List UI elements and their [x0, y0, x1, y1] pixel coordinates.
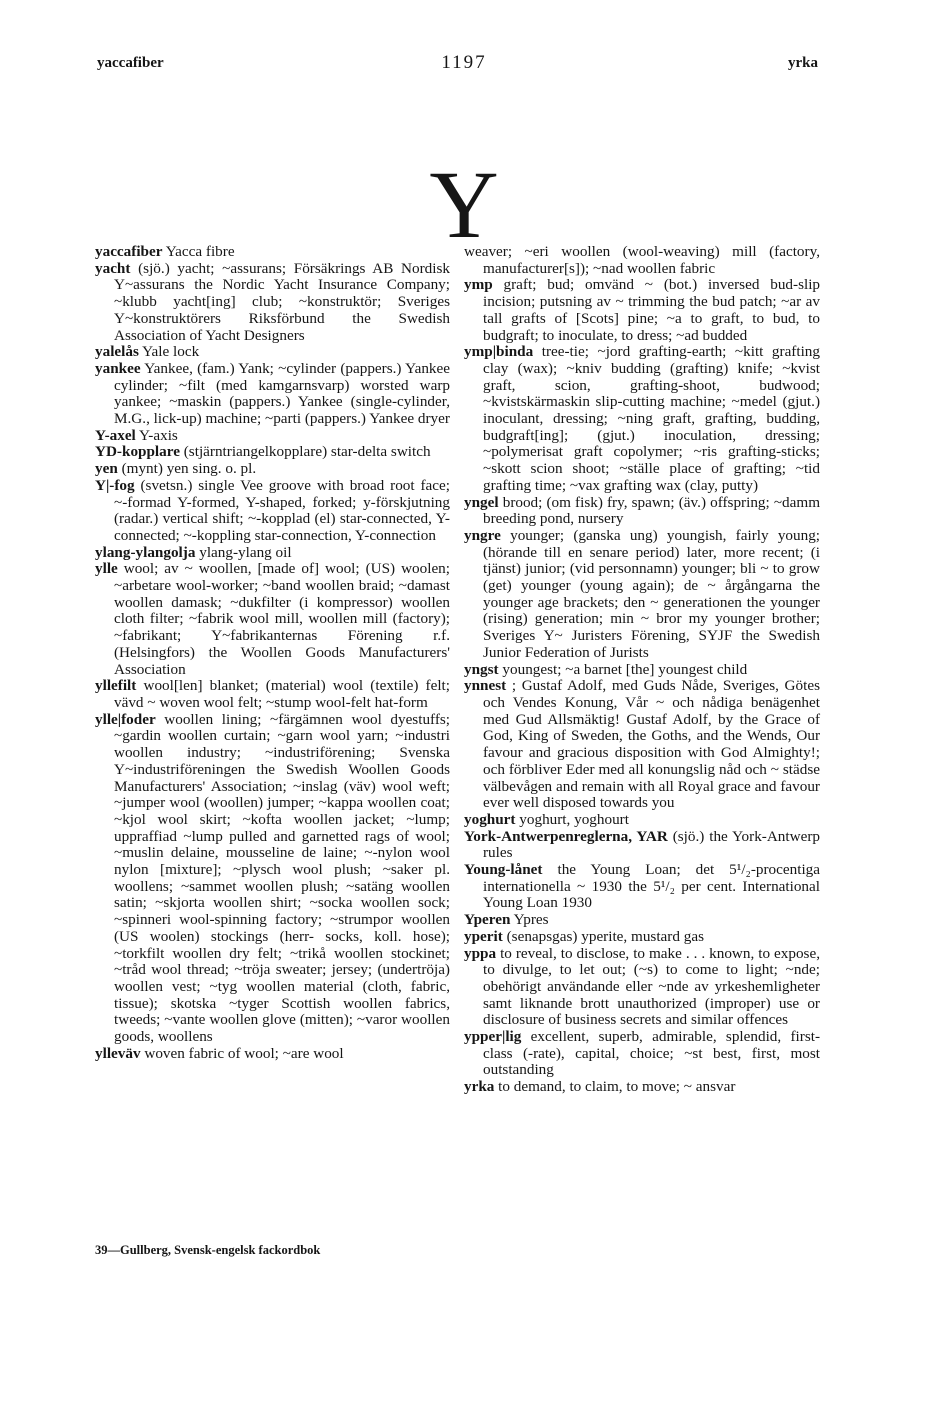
- entry-definition: wool; av ~ woollen, [made of] wool; (US) woolen; ~arbetare wool-worker; ~band woollen braid; ~damast woollen damask; ~dukfilter (i kompressor) woollen cloth filter; ~fabrik wool mill, woollen mill (factory); ~fabrikant; Y~fabrikanternas Förening r.f. (Helsingfors) the Woollen Goods Manufacturers' Association: [114, 560, 450, 678]
- entry-headword: yrka: [464, 1078, 495, 1096]
- dictionary-entry: [95, 1046, 450, 1063]
- entry-definition: woollen lining; ~färgämnen wool dyestuffs; ~gardin woollen curtain; ~garn wool yarn; ~industri woollen industry; ~industriförening; Svenska Y~industriföreningen the Swedish Woollen Goods Manufacturers' Association; ~inslag (väv) wool weft; ~jumper wool (woollen) jumper; ~kappa woollen coat; ~kjol wool skirt; ~kofta woollen jacket; ~lump; uppraffiad ~lump pulled and garnetted rags of wool; ~muslin delaine, mousseline de laine; ~-nylon wool nylon [mixture]; ~plysch wool plush; ~saker pl. woollens; ~sammet woollen plush; ~satäng woollen satin; ~skjorta woollen shirt; ~socka woollen sock; ~spinneri wool-spinning factory; ~strumpor woollen (US woolen) stockings (herr- socks, koll. hose); ~torkfilt woollen dry felt; ~trikå woollen stockinet; ~tråd wool thread; ~tröja sweater; jersey; (undertröja) woollen vest; ~tyg woollen material (cloth, fabric, tissue); skotska ~tyger Scottish woollen fabrics, tweeds; ~vante woollen glove (mitten); ~varor woollen goods, woollens: [114, 710, 451, 1046]
- entry-definition: (svetsn.) single Vee groove with broad root face; ~-formad Y-formed, Y-shaped, forked; y-förskjutning (radar.) vertical shift; ~-kopplad (el) star-connected, Y-connected; ~-koppling star-connection, Y-connection: [114, 476, 450, 544]
- entry-definition: woven fabric of wool; ~are wool: [144, 1044, 344, 1062]
- entry-headword: ynnest: [464, 677, 507, 695]
- dictionary-entry: [464, 662, 820, 679]
- dictionary-entry: [464, 812, 820, 829]
- dictionary-entry: [464, 277, 820, 344]
- entry-definition: tree-tie; ~jord grafting-earth; ~kitt grafting clay (wax); ~kniv budding (grafting) knife; ~kvist graft, scion, grafting-shoot, budwood; ~kvistskärmaskin slip-cutting machine; ~medel (gjut.) inoculant, dressing; ~ning graft, grafting, budding, budgraft[ing]; (gjut.) inoculation, dressing; ~polymerisat graft copolymer; ~ris grafting-sticks; ~skott scion shoot; ~ställe place of grafting; ~tid grafting time; ~vax grafting wax (clay, putty): [483, 343, 820, 494]
- entry-definition: to reveal, to disclose, to make . . . known, to expose, to divulge, to let out; (~s) to come to light; ~nde; obehörigt användande eller ~nde av yrkeshemligheter samt liknande brott unauthorized (improper) use or disclosure of business secrets and similar offences: [483, 944, 821, 1029]
- entry-definition: (stjärntriangelkopplare) star-delta switch: [183, 443, 431, 461]
- entry-headword: yalelås: [95, 343, 139, 361]
- dictionary-entry: [464, 912, 820, 929]
- entry-headword: Y-axel: [95, 426, 136, 444]
- dictionary-entry: [464, 1029, 820, 1079]
- left-column: [95, 244, 450, 1062]
- entry-definition: (sjö.) yacht; ~assurans; Försäkrings AB Nordisk Y~assurans the Nordic Yacht Insurance Company; ~klubb yacht[ing] club; ~konstruktör; Sveriges Y~konstruktörers Riksförbund the Swedish Association of Yacht Designers: [114, 259, 450, 344]
- entry-definition: Y-axis: [139, 426, 178, 444]
- dictionary-entry: [95, 344, 450, 361]
- entry-headword: Young-lånet: [464, 861, 543, 879]
- right-column: [464, 244, 820, 1096]
- dictionary-entry: [464, 495, 820, 528]
- entry-headword: yacht: [95, 259, 131, 277]
- dictionary-entry: [95, 461, 450, 478]
- dictionary-entry: [95, 712, 450, 1046]
- dictionary-entry: [95, 678, 450, 711]
- entry-headword: yaccafiber: [95, 243, 163, 260]
- entry-headword: ymp: [464, 276, 493, 294]
- dictionary-entry: [95, 361, 450, 428]
- entry-definition: (sjö.) the York-Antwerp rules: [483, 827, 820, 862]
- dictionary-entry: [95, 545, 450, 562]
- dictionary-entry: [95, 244, 450, 261]
- entry-definition: the Young Loan; det 5¹/₂-procentiga internationella ~ 1930 the 5¹/₂ per cent. International Young Loan 1930: [483, 861, 820, 912]
- dictionary-entry: [464, 1079, 820, 1096]
- running-head-left: yaccafiber: [97, 55, 164, 71]
- dictionary-entry: [464, 344, 820, 494]
- entry-definition: excellent, superb, admirable, splendid, first-class (-rate), capital, choice; ~st best, first, most outstanding: [483, 1028, 821, 1079]
- entry-headword: YD-kopplare: [95, 443, 180, 461]
- page-number: 1197: [441, 52, 487, 73]
- dictionary-entry: [464, 929, 820, 946]
- entry-headword: ylle: [95, 560, 118, 578]
- footer-signature: 39—Gullberg, Svensk-engelsk fackordbok: [95, 1243, 321, 1257]
- entry-headword: yankee: [95, 359, 141, 377]
- entry-headword: yngel: [464, 493, 499, 511]
- dictionary-entry: [95, 561, 450, 678]
- entry-definition: (senapsgas) yperite, mustard gas: [506, 927, 704, 945]
- entry-definition: youngest; ~a barnet [the] youngest child: [502, 660, 748, 678]
- entry-headword: York-Antwerpenreglerna, YAR: [464, 827, 668, 845]
- entry-headword: yngre: [464, 526, 501, 544]
- entry-definition: brood; (om fisk) fry, spawn; (äv.) offspring; ~damm breeding pond, nursery: [483, 493, 821, 528]
- dictionary-entry: [95, 261, 450, 345]
- entry-headword: yllefilt: [95, 677, 137, 695]
- entry-headword: yppa: [464, 944, 497, 962]
- entry-headword: yperit: [464, 927, 503, 945]
- dictionary-entry: [464, 829, 820, 862]
- entry-headword: ylang-ylangolja: [95, 543, 196, 561]
- entry-definition: wool[len] blanket; (material) wool (textile) felt; vävd ~ woven wool felt; ~stump wool-felt hat-form: [114, 677, 450, 711]
- entry-definition: (mynt) yen sing. o. pl.: [121, 460, 257, 478]
- dictionary-entry: [95, 478, 450, 545]
- dictionary-entry: [464, 862, 820, 912]
- entry-definition: Ypres: [513, 911, 549, 929]
- entry-headword: yoghurt: [464, 810, 516, 828]
- entry-headword: yen: [95, 460, 118, 478]
- running-head-right: yrka: [788, 55, 818, 71]
- dictionary-entry: [95, 444, 450, 461]
- section-letter: Y: [429, 151, 499, 258]
- dictionary-entry: [464, 528, 820, 662]
- entry-definition: yoghurt, yoghourt: [519, 810, 629, 828]
- dictionary-entry: [464, 244, 820, 277]
- entry-headword: Yperen: [464, 911, 511, 929]
- entry-definition: to demand, to claim, to move; ~ ansvar: [498, 1078, 736, 1096]
- entry-headword: ylleväv: [95, 1044, 141, 1062]
- entry-headword: yngst: [464, 660, 499, 678]
- entry-definition: ylang-ylang oil: [199, 543, 292, 561]
- dictionary-entry: [95, 428, 450, 445]
- entry-definition: graft; bud; omvänd ~ (bot.) inversed bud-slip incision; putsning av ~ trimming the bud patch; ~ar av tall grafts of [Scots] pine; ~a to graft, to bud, to budgraft; to inoculate, to dress; ~ad budded: [483, 276, 821, 344]
- entry-headword: ymp|binda: [464, 343, 534, 361]
- entry-definition: ; Gustaf Adolf, med Guds Nåde, Sveriges, Götes och Vendes Konung, Vår ~ och nådiga benägenhet med Gud Allsmäktig! Gustaf Adolf, by the Grace of God, King of Sweden, the Goths, and the Wends, Our favour and gracious disposition with God Almighty!; och förbliver Eder med all konungslig nåd och ~ städse välbevågen and remain with all Royal grace and favour ever well disposed towards you: [483, 677, 820, 812]
- dictionary-entry: [464, 946, 820, 1030]
- entry-headword: ylle|foder: [95, 710, 156, 728]
- entry-definition: Yankee, (fam.) Yank; ~cylinder (pappers.) Yankee cylinder; ~filt (med kamgarnsvarp) worsted warp yankee; ~maskin (pappers.) Yankee (single-cylinder, M.G., lick-up) machine; ~parti (pappers.) Yankee dryer: [114, 359, 451, 428]
- entry-definition: younger; (ganska ung) youngish, fairly young; (hörande till en senare period) later, more recent; (i tjänst) junior; (vid personnamn) younger; bli ~ to grow (get) younger (young again); de ~ årgångarna the younger age brackets; den ~ generationen the younger (rising) generation; min ~ bror my younger brother; Sveriges Y~ Juristers Förening, SYJF the Swedish Junior Federation of Jurists: [483, 526, 821, 661]
- entry-definition: Yacca fibre: [165, 243, 235, 260]
- entry-headword: ypper|lig: [464, 1028, 522, 1046]
- entry-definition: Yale lock: [142, 343, 200, 361]
- entry-headword: Y|-fog: [95, 476, 135, 494]
- dictionary-entry: [464, 678, 820, 812]
- entry-definition: weaver; ~eri woollen (wool-weaving) mill (factory, manufacturer[s]); ~nad woollen fabric: [464, 243, 820, 277]
